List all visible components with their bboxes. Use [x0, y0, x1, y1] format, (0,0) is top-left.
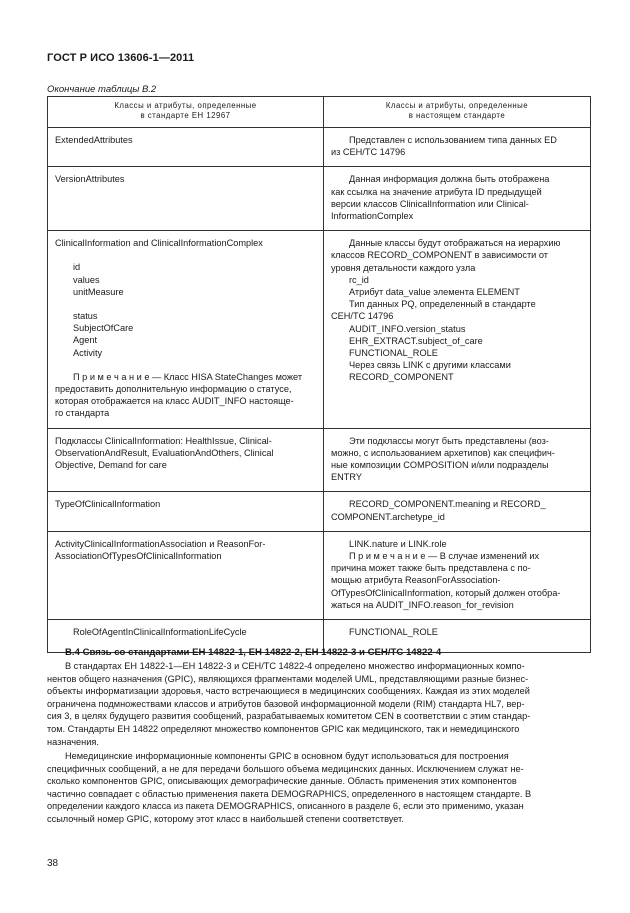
row-right-cell: LINK.nature и LINK.role П р и м е ч а н и е — В случае изменений их причина может также быть представлена с по- мощью атрибута ReasonForAssociation- OfTypesOfClinicalInformation, который должен отобра- жаться на AUDIT_INFO.reason_for_revision [324, 531, 591, 619]
row-left-cell: ActivityClinicalInformationAssociation и ReasonFor- AssociationOfTypesOfClinicalInformation [48, 531, 324, 619]
row-right-cell: Эти подклассы могут быть представлены (воз- можно, с использованием архетипов) как специфич- ные композиции COMPOSITION и/или подразделы ENTRY [324, 428, 591, 492]
header-left: Классы и атрибуты, определенные в стандарте ЕН 12967 [48, 97, 324, 128]
row-right-cell: Данная информация должна быть отображена как ссылка на значение атрибута ID предыдущей версии классов ClinicalInformation или Clinical- InformationComplex [324, 167, 591, 231]
header-right: Классы и атрибуты, определенные в настоящем стандарте [324, 97, 591, 128]
row-right-cell: RECORD_COMPONENT.meaning и RECORD_ COMPONENT.archetype_id [324, 492, 591, 531]
row-left-cell: TypeOfClinicalInformation [48, 492, 324, 531]
row-left-cell: ExtendedAttributes [48, 128, 324, 167]
page-number: 38 [47, 858, 59, 869]
table-row [48, 492, 591, 531]
row-left-cell: VersionAttributes [48, 167, 324, 231]
paragraph-2: Немедицинские информационные компоненты GPIC в основном будут использоваться для построения специфичных сообщений, а не для передачи большого объема медицинских данных. Исключением служат не- сколько компонентов GPIC, описывающих демографические данные. Область применения этих компонентов частично совпадает с областью применения пакета DEMOGRAPHICS, определенного в настоящем стандарте. В определении каждого класса из пакета DEMOGRAPHICS, описанного в разделе 6, если это применимо, указан ссылочный номер GPIC, которому этот класс в наибольшей степени соответствует. [47, 751, 532, 824]
table-caption: Окончание таблицы В.2 [47, 84, 157, 95]
table-row [48, 167, 591, 231]
row-left-cell: RoleOfAgentInClinicalInformationLifeCycle [48, 620, 324, 653]
section-heading: В.4 Связь со стандартами ЕН 14822-1, ЕН 14822-2, ЕН 14822-3 и CEH/TC 14822-4 [65, 647, 442, 658]
row-right-cell: Представлен с использованием типа данных ED из CEH/TC 14796 [324, 128, 591, 167]
table-row [48, 231, 591, 428]
row-right-cell: Данные классы будут отображаться на иерархию классов RECORD_COMPONENT в зависимости от уровня детальности каждого узла rc_id Атрибут data_value элемента ELEMENT Тип данных PQ, определенный в стандарте CEH/TC 14796 AUDIT_INFO.version_status EHR_EXTRACT.subject_of_care FUNCTIONAL_ROLE Через связь LINK с другими классами RECORD_COMPONENT [324, 231, 591, 428]
table-header-row [48, 97, 591, 128]
row-left-cell: Подклассы ClinicalInformation: HealthIssue, Clinical- ObservationAndResult, EvaluationAndOthers, Clinical Objective, Demand for care [48, 428, 324, 492]
table-row [48, 531, 591, 619]
table-row [48, 428, 591, 492]
row-right-cell: FUNCTIONAL_ROLE [324, 620, 591, 653]
mapping-table [47, 96, 591, 653]
paragraph-1: В стандартах ЕН 14822-1—ЕН 14822-3 и CEH/TC 14822-4 определено множество информационных компо- нентов общего назначения (GPIC), являющихся фрагментами моделей UML, представляющими разные бизнес- объекты информатизации здоровья, часто встречающиеся в медицинских сообщениях. Каждая из этих моделей ограничена подмножествами классов и атрибутов базовой информационной модели (RIM) стандарта HL7, вер- сия 3, в целях будущего развития сообщений, разрабатываемых комитетом CEN в соответствии с этим стандар- том. Стандарты ЕН 14822 определяют множество компонентов GPIC как медицинского, так и немедицинского назначения. [47, 661, 531, 747]
document-header: ГОСТ Р ИСО 13606-1—2011 [47, 52, 195, 64]
table-row [48, 128, 591, 167]
row-left-cell: ClinicalInformation and ClinicalInformationComplex id values unitMeasure status SubjectOfCare Agent Activity П р и м е ч а н и е — Класс HISA StateChanges может предоставить дополнительную информацию о статусе, которая отображается на класс AUDIT_INFO настояще- го стандарта [48, 231, 324, 428]
